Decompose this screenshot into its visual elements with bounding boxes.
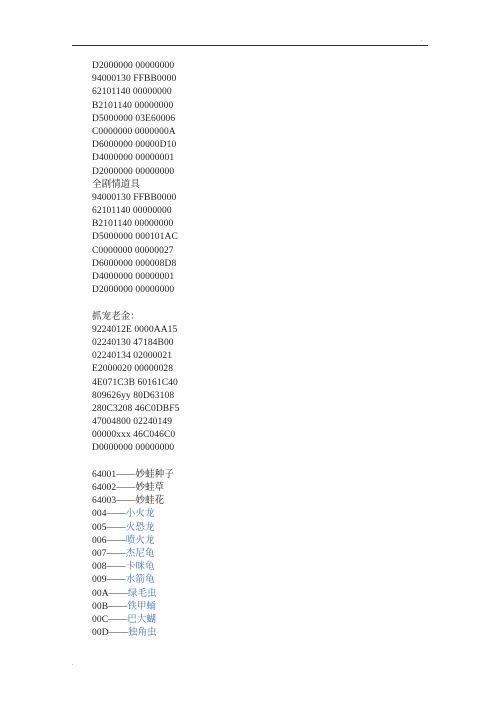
pokemon-entry [92, 535, 412, 548]
separator: —— [108, 614, 128, 625]
code-line: 62101140 00000000 [92, 206, 172, 217]
separator: —— [116, 496, 136, 507]
code-line: 9224012E 0000AA15 [92, 324, 178, 335]
separator: —— [106, 509, 126, 520]
pokemon-name: 妙蛙花 [135, 496, 165, 507]
code-line: 02240130 47184B00 [92, 337, 174, 348]
pokemon-entry [92, 482, 412, 495]
pokemon-name: 杰尼龟 [125, 548, 155, 559]
separator: —— [116, 469, 136, 480]
pokemon-name: 水箭龟 [125, 575, 155, 586]
pokemon-name: 喷火龙 [125, 535, 155, 546]
code-line: D6000000 000008D8 [92, 258, 177, 269]
blank-line [92, 456, 412, 469]
pokemon-entry [92, 627, 412, 640]
pokemon-code: 00A [92, 588, 109, 599]
pokemon-code: 64002 [92, 483, 117, 493]
code-line: D0000000 00000000 [92, 443, 175, 454]
pokemon-entry [92, 561, 412, 574]
pokemon-name: 火恐龙 [125, 522, 155, 533]
pokemon-code: 64003 [92, 496, 117, 507]
section-title: 全剧情道具 [92, 179, 141, 190]
pokemon-name: 独角虫 [127, 628, 157, 639]
pokemon-entry [92, 614, 412, 627]
pokemon-entry [92, 508, 412, 521]
separator: —— [106, 522, 126, 533]
separator: —— [108, 588, 128, 599]
pokemon-code: 004 [92, 509, 107, 520]
pokemon-entry [92, 548, 412, 561]
code-line: D2000000 00000000 [92, 166, 175, 177]
code-line: D4000000 00000001 [92, 272, 175, 282]
blank-line [92, 297, 412, 310]
pokemon-name: 妙蛙种子 [135, 469, 174, 480]
separator: —— [106, 562, 126, 573]
code-line: D2000000 00000000 [92, 61, 175, 71]
header-rule [72, 45, 428, 46]
pokemon-entry [92, 588, 412, 601]
code-block-2 [92, 179, 412, 298]
pokemon-entry [92, 495, 412, 508]
code-line: 280C3208 46C0DBF5 [92, 403, 180, 414]
code-line: 809626yy 80D63108 [92, 390, 175, 401]
code-line: E2000020 00000028 [92, 364, 174, 375]
code-line: 62101140 00000000 [92, 87, 172, 98]
pokemon-entry [92, 574, 412, 587]
code-block-3 [92, 311, 412, 456]
separator: —— [106, 575, 126, 586]
pokemon-list [92, 469, 412, 640]
code-block-1 [92, 60, 412, 179]
code-line: D6000000 00000D10 [92, 140, 177, 151]
pokemon-code: 008 [92, 562, 107, 573]
code-line: B2101140 00000000 [92, 100, 174, 111]
pokemon-name: 铁甲蛹 [127, 601, 157, 612]
code-line: C0000000 00000027 [92, 245, 174, 256]
code-line: 4E071C3B 60161C40 [92, 377, 178, 388]
code-line: 94000130 FFBB0000 [92, 74, 177, 85]
separator: —— [108, 628, 128, 639]
code-line: D4000000 00000001 [92, 153, 175, 164]
pokemon-code: 00D [92, 628, 109, 639]
code-line: D5000000 000101AC [92, 232, 178, 243]
separator: —— [106, 548, 126, 559]
pokemon-entry [92, 601, 412, 614]
code-line: 02240134 02000021 [92, 351, 173, 362]
separator: —— [116, 483, 136, 493]
separator: —— [108, 601, 128, 612]
pokemon-code: 006 [92, 535, 107, 546]
pokemon-code: 005 [92, 522, 107, 533]
code-line: 47004800 02240149 [92, 417, 173, 428]
pokemon-entry [92, 522, 412, 535]
header-mark: . [421, 37, 423, 43]
code-line: D5000000 03E60006 [92, 113, 176, 124]
pokemon-code: 009 [92, 575, 107, 586]
pokemon-name: 巴大蝴 [127, 614, 157, 625]
pokemon-code: 00B [92, 601, 109, 612]
document-body [92, 60, 412, 640]
code-line: 94000130 FFBB0000 [92, 192, 177, 203]
pokemon-name: 绿毛虫 [127, 588, 157, 599]
code-line: 00000xxx 46C046C0 [92, 430, 176, 441]
pokemon-name: 妙蛙草 [135, 483, 165, 493]
separator: —— [106, 535, 126, 546]
pokemon-code: 007 [92, 548, 107, 559]
pokemon-name: 卡咪龟 [125, 562, 155, 573]
pokemon-code: 00C [92, 614, 109, 625]
pokemon-name: 小火龙 [125, 509, 155, 520]
code-line: B2101140 00000000 [92, 219, 174, 230]
code-line: D2000000 00000000 [92, 285, 175, 296]
section-title: 抓宠老金： [92, 311, 141, 322]
footer-mark: . [72, 661, 74, 667]
pokemon-entry [92, 469, 412, 482]
pokemon-code: 64001 [92, 469, 117, 480]
code-line: C0000000 0000000A [92, 126, 176, 137]
